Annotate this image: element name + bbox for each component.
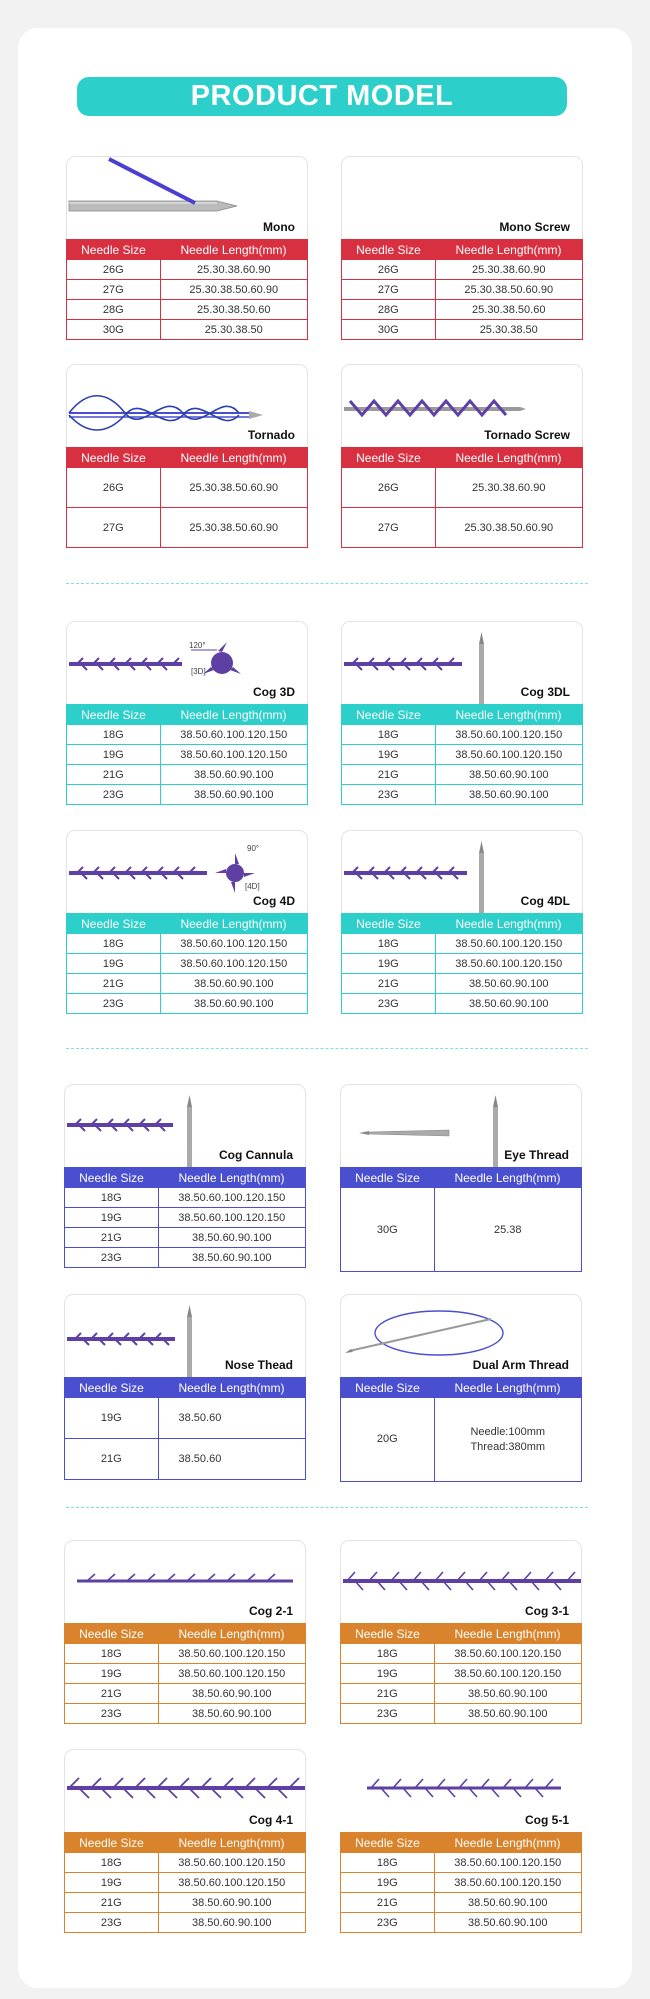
spec-table xyxy=(64,1377,306,1480)
needle-length: 38.50.60.100.120.150 xyxy=(434,1664,582,1684)
needle-length: 38.50.60 xyxy=(158,1398,306,1439)
table-row xyxy=(67,994,308,1014)
needle-size: 19G xyxy=(65,1873,159,1893)
table-row xyxy=(342,954,583,974)
table-row xyxy=(341,1398,582,1482)
table-row xyxy=(67,785,308,805)
col-header-length: Needle Length(mm) xyxy=(160,448,308,468)
needle-length: 25.30.38.60.90 xyxy=(160,260,308,280)
needle-size: 23G xyxy=(342,994,436,1014)
table-row xyxy=(342,785,583,805)
col-header-size: Needle Size xyxy=(65,1833,159,1853)
col-header-size: Needle Size xyxy=(67,448,161,468)
table-row xyxy=(67,725,308,745)
needle-size: 19G xyxy=(67,954,161,974)
col-header-length: Needle Length(mm) xyxy=(160,705,308,725)
table-row xyxy=(342,508,583,548)
needle-length: 38.50.60.100.120.150 xyxy=(158,1208,306,1228)
table-row xyxy=(67,300,308,320)
product-image xyxy=(341,364,583,447)
section-divider xyxy=(66,1048,588,1049)
type-label: [3D] xyxy=(191,667,206,676)
product-name: Tornado xyxy=(247,428,295,442)
product-image xyxy=(340,1084,582,1167)
needle-length: 38.50.60.100.120.150 xyxy=(435,934,583,954)
needle-size: 18G xyxy=(341,1853,435,1873)
section-divider xyxy=(66,1507,588,1508)
needle-size: 27G xyxy=(342,508,436,548)
needle-length: 38.50.60.100.120.150 xyxy=(160,725,308,745)
product-card-cog-4d xyxy=(66,830,308,1014)
needle-length: 25.30.38.50.60.90 xyxy=(435,508,583,548)
product-image xyxy=(64,1294,306,1377)
needle-size: 28G xyxy=(67,300,161,320)
table-row xyxy=(67,320,308,340)
col-header-size: Needle Size xyxy=(65,1378,159,1398)
table-row xyxy=(65,1873,306,1893)
product-card-dual-arm-thread xyxy=(340,1294,582,1482)
product-card-cog-4-1 xyxy=(64,1749,306,1933)
needle-length: 38.50.60.100.120.150 xyxy=(160,745,308,765)
table-row xyxy=(67,934,308,954)
spec-table xyxy=(66,239,308,340)
needle-size: 23G xyxy=(65,1913,159,1933)
product-card-cog-2-1 xyxy=(64,1540,306,1724)
needle-size: 19G xyxy=(65,1664,159,1684)
table-row xyxy=(341,1188,582,1272)
spec-table xyxy=(341,447,583,548)
product-name: Cog 2-1 xyxy=(248,1604,293,1618)
product-image xyxy=(340,1749,582,1832)
table-row xyxy=(65,1248,306,1268)
section-divider xyxy=(66,583,588,584)
needle-length: 25.30.38.60.90 xyxy=(435,468,583,508)
needle-length: 38.50.60.90.100 xyxy=(158,1684,306,1704)
table-row xyxy=(342,934,583,954)
needle-length: 38.50.60.100.120.150 xyxy=(158,1873,306,1893)
product-image xyxy=(64,1084,306,1167)
col-header-size: Needle Size xyxy=(341,1168,435,1188)
product-name: Cog 3-1 xyxy=(524,1604,569,1618)
col-header-length: Needle Length(mm) xyxy=(435,240,583,260)
table-row xyxy=(65,1664,306,1684)
col-header-length: Needle Length(mm) xyxy=(158,1624,306,1644)
needle-size: 19G xyxy=(341,1873,435,1893)
needle-length: 38.50.60.90.100 xyxy=(160,765,308,785)
needle-size: 18G xyxy=(67,934,161,954)
needle-size: 21G xyxy=(67,974,161,994)
page-title: PRODUCT MODEL xyxy=(77,77,567,116)
product-card-cog-5-1 xyxy=(340,1749,582,1933)
product-name: Mono xyxy=(263,220,295,234)
spec-table xyxy=(340,1623,582,1724)
needle-size: 18G xyxy=(341,1644,435,1664)
col-header-length: Needle Length(mm) xyxy=(158,1378,306,1398)
angle-label: 90° xyxy=(247,844,260,853)
needle-size: 27G xyxy=(342,280,436,300)
table-row xyxy=(65,1704,306,1724)
product-card-cog-3d xyxy=(66,621,308,805)
needle-size: 23G xyxy=(67,994,161,1014)
needle-size: 21G xyxy=(341,1684,435,1704)
needle-size: 26G xyxy=(67,468,161,508)
table-row xyxy=(342,260,583,280)
product-name: Cog 5-1 xyxy=(524,1813,569,1827)
needle-length: 38.50.60.90.100 xyxy=(160,974,308,994)
spec-table xyxy=(66,913,308,1014)
needle-length: 38.50.60.90.100 xyxy=(434,1684,582,1704)
table-row xyxy=(342,745,583,765)
col-header-length: Needle Length(mm) xyxy=(434,1378,582,1398)
product-card-mono xyxy=(66,156,308,340)
col-header-length: Needle Length(mm) xyxy=(435,705,583,725)
needle-length: 38.50.60.90.100 xyxy=(158,1704,306,1724)
needle-size: 21G xyxy=(65,1439,159,1480)
needle-length: 38.50.60.90.100 xyxy=(435,974,583,994)
needle-length: 25.30.38.50.60.90 xyxy=(160,280,308,300)
col-header-length: Needle Length(mm) xyxy=(435,914,583,934)
product-card-tornado-screw xyxy=(341,364,583,548)
needle-size: 30G xyxy=(67,320,161,340)
needle-length: 38.50.60.100.120.150 xyxy=(434,1873,582,1893)
product-name: Tornado Screw xyxy=(484,428,570,442)
needle-size: 23G xyxy=(67,785,161,805)
product-card-cog-4dl xyxy=(341,830,583,1014)
needle-length: 38.50.60.90.100 xyxy=(435,785,583,805)
needle-length: 38.50.60.90.100 xyxy=(158,1248,306,1268)
needle-length: 38.50.60.90.100 xyxy=(158,1228,306,1248)
table-row xyxy=(342,320,583,340)
product-name: Mono Screw xyxy=(499,220,570,234)
product-name: Dual Arm Thread xyxy=(472,1358,569,1372)
table-row xyxy=(65,1684,306,1704)
table-row xyxy=(341,1704,582,1724)
table-row xyxy=(67,468,308,508)
product-image xyxy=(64,1540,306,1623)
needle-length: 38.50.60.100.120.150 xyxy=(158,1644,306,1664)
col-header-length: Needle Length(mm) xyxy=(158,1168,306,1188)
needle-size: 28G xyxy=(342,300,436,320)
table-row xyxy=(67,260,308,280)
product-image xyxy=(66,364,308,447)
needle-size: 19G xyxy=(65,1398,159,1439)
needle-size: 30G xyxy=(342,320,436,340)
table-row xyxy=(342,974,583,994)
needle-length: 38.50.60.100.120.150 xyxy=(158,1664,306,1684)
needle-size: 18G xyxy=(65,1644,159,1664)
table-row xyxy=(341,1644,582,1664)
spec-table xyxy=(66,704,308,805)
product-card-tornado xyxy=(66,364,308,548)
product-name: Cog 4-1 xyxy=(248,1813,293,1827)
product-name: Cog Cannula xyxy=(219,1148,293,1162)
product-card-cog-3-1 xyxy=(340,1540,582,1724)
needle-length: 38.50.60.100.120.150 xyxy=(158,1188,306,1208)
needle-length: 38.50.60.100.120.150 xyxy=(160,954,308,974)
product-image xyxy=(341,621,583,704)
type-label: [4D] xyxy=(245,882,260,891)
table-row xyxy=(341,1853,582,1873)
needle-size: 18G xyxy=(65,1188,159,1208)
needle-length: 38.50.60.90.100 xyxy=(435,765,583,785)
needle-length: 25.30.38.50.60.90 xyxy=(435,280,583,300)
table-row xyxy=(67,508,308,548)
col-header-size: Needle Size xyxy=(342,914,436,934)
needle-length: 25.30.38.50.60 xyxy=(435,300,583,320)
needle-size: 19G xyxy=(341,1664,435,1684)
table-row xyxy=(65,1644,306,1664)
product-card-mono-screw xyxy=(341,156,583,340)
col-header-length: Needle Length(mm) xyxy=(434,1168,582,1188)
needle-size: 19G xyxy=(67,745,161,765)
table-row xyxy=(341,1893,582,1913)
spec-table xyxy=(340,1167,582,1272)
needle-size: 27G xyxy=(67,508,161,548)
needle-size: 19G xyxy=(342,745,436,765)
needle-length: 38.50.60.90.100 xyxy=(158,1913,306,1933)
spec-table xyxy=(341,913,583,1014)
needle-length: 38.50.60.90.100 xyxy=(434,1893,582,1913)
needle-length: 38.50.60.100.120.150 xyxy=(435,745,583,765)
table-row xyxy=(65,1439,306,1480)
needle-size: 18G xyxy=(67,725,161,745)
table-row xyxy=(65,1853,306,1873)
needle-length: 38.50.60.90.100 xyxy=(160,785,308,805)
needle-length: 25.30.38.50.60.90 xyxy=(160,468,308,508)
table-row xyxy=(342,725,583,745)
table-row xyxy=(67,745,308,765)
needle-size: 23G xyxy=(342,785,436,805)
needle-length: 38.50.60.90.100 xyxy=(435,994,583,1014)
product-image xyxy=(66,830,308,913)
needle-length: 25.30.38.60.90 xyxy=(435,260,583,280)
needle-length: 38.50.60.100.120.150 xyxy=(158,1853,306,1873)
table-row xyxy=(67,954,308,974)
needle-length: 38.50.60 xyxy=(158,1439,306,1480)
table-row xyxy=(65,1228,306,1248)
table-row xyxy=(342,994,583,1014)
table-row xyxy=(65,1208,306,1228)
needle-size: 18G xyxy=(65,1853,159,1873)
needle-size: 26G xyxy=(342,260,436,280)
col-header-size: Needle Size xyxy=(341,1833,435,1853)
needle-size: 26G xyxy=(342,468,436,508)
table-row xyxy=(67,765,308,785)
col-header-length: Needle Length(mm) xyxy=(160,240,308,260)
col-header-length: Needle Length(mm) xyxy=(158,1833,306,1853)
needle-size: 23G xyxy=(341,1704,435,1724)
needle-length: 38.50.60.100.120.150 xyxy=(435,954,583,974)
spec-table xyxy=(340,1832,582,1933)
col-header-size: Needle Size xyxy=(67,914,161,934)
table-row xyxy=(65,1398,306,1439)
needle-size: 27G xyxy=(67,280,161,300)
product-image xyxy=(341,830,583,913)
product-name: Cog 3DL xyxy=(520,685,570,699)
col-header-size: Needle Size xyxy=(341,1624,435,1644)
needle-size: 20G xyxy=(341,1398,435,1482)
table-row xyxy=(65,1893,306,1913)
col-header-size: Needle Size xyxy=(67,240,161,260)
needle-length: 38.50.60.90.100 xyxy=(434,1913,582,1933)
table-row xyxy=(342,765,583,785)
needle-size: 18G xyxy=(342,934,436,954)
spec-table xyxy=(64,1832,306,1933)
needle-size: 21G xyxy=(65,1228,159,1248)
table-row xyxy=(342,280,583,300)
col-header-size: Needle Size xyxy=(341,1378,435,1398)
needle-size: 18G xyxy=(342,725,436,745)
spec-table xyxy=(66,447,308,548)
product-name: Eye Thread xyxy=(504,1148,569,1162)
needle-size: 19G xyxy=(342,954,436,974)
table-row xyxy=(67,280,308,300)
spec-table xyxy=(341,704,583,805)
table-row xyxy=(341,1664,582,1684)
col-header-length: Needle Length(mm) xyxy=(434,1833,582,1853)
needle-length: Needle:100mm Thread:380mm xyxy=(434,1398,582,1482)
angle-label: 120° xyxy=(189,641,206,650)
table-row xyxy=(65,1913,306,1933)
needle-size: 23G xyxy=(341,1913,435,1933)
needle-length: 38.50.60.100.120.150 xyxy=(160,934,308,954)
needle-length: 38.50.60.90.100 xyxy=(434,1704,582,1724)
needle-length: 25.30.38.50.60.90 xyxy=(160,508,308,548)
col-header-length: Needle Length(mm) xyxy=(435,448,583,468)
product-image xyxy=(66,621,308,704)
table-row xyxy=(67,974,308,994)
table-row xyxy=(341,1873,582,1893)
needle-size: 30G xyxy=(341,1188,435,1272)
product-card-cog-cannula xyxy=(64,1084,306,1268)
product-card-cog-3dl xyxy=(341,621,583,805)
table-row xyxy=(65,1188,306,1208)
table-row xyxy=(342,300,583,320)
col-header-size: Needle Size xyxy=(342,705,436,725)
needle-length: 38.50.60.90.100 xyxy=(158,1893,306,1913)
col-header-length: Needle Length(mm) xyxy=(160,914,308,934)
needle-length: 38.50.60.90.100 xyxy=(160,994,308,1014)
needle-size: 26G xyxy=(67,260,161,280)
col-header-size: Needle Size xyxy=(342,448,436,468)
col-header-size: Needle Size xyxy=(67,705,161,725)
table-row xyxy=(341,1913,582,1933)
table-row xyxy=(341,1684,582,1704)
needle-length: 25.30.38.50 xyxy=(160,320,308,340)
needle-size: 23G xyxy=(65,1704,159,1724)
product-name: Nose Thead xyxy=(224,1358,293,1372)
needle-size: 21G xyxy=(342,765,436,785)
needle-length: 38.50.60.100.120.150 xyxy=(434,1853,582,1873)
spec-table xyxy=(341,239,583,340)
product-image xyxy=(340,1294,582,1377)
col-header-size: Needle Size xyxy=(65,1624,159,1644)
needle-length: 38.50.60.100.120.150 xyxy=(434,1644,582,1664)
product-image xyxy=(64,1749,306,1832)
col-header-size: Needle Size xyxy=(65,1168,159,1188)
product-name: Cog 4DL xyxy=(520,894,570,908)
needle-size: 21G xyxy=(341,1893,435,1913)
spec-table xyxy=(340,1377,582,1482)
needle-length: 25.30.38.50.60 xyxy=(160,300,308,320)
needle-length: 38.50.60.100.120.150 xyxy=(435,725,583,745)
product-image xyxy=(341,156,583,239)
product-name: Cog 3D xyxy=(253,685,295,699)
table-row xyxy=(342,468,583,508)
needle-length: 25.30.38.50 xyxy=(435,320,583,340)
spec-table xyxy=(64,1167,306,1268)
product-card-eye-thread xyxy=(340,1084,582,1272)
needle-size: 19G xyxy=(65,1208,159,1228)
col-header-length: Needle Length(mm) xyxy=(434,1624,582,1644)
product-name: Cog 4D xyxy=(253,894,295,908)
needle-size: 21G xyxy=(65,1684,159,1704)
needle-length: 25.38 xyxy=(434,1188,582,1272)
needle-size: 21G xyxy=(342,974,436,994)
needle-size: 23G xyxy=(65,1248,159,1268)
product-image xyxy=(340,1540,582,1623)
col-header-size: Needle Size xyxy=(342,240,436,260)
product-image xyxy=(66,156,308,239)
spec-table xyxy=(64,1623,306,1724)
product-card-nose-thead xyxy=(64,1294,306,1480)
needle-size: 21G xyxy=(65,1893,159,1913)
needle-size: 21G xyxy=(67,765,161,785)
